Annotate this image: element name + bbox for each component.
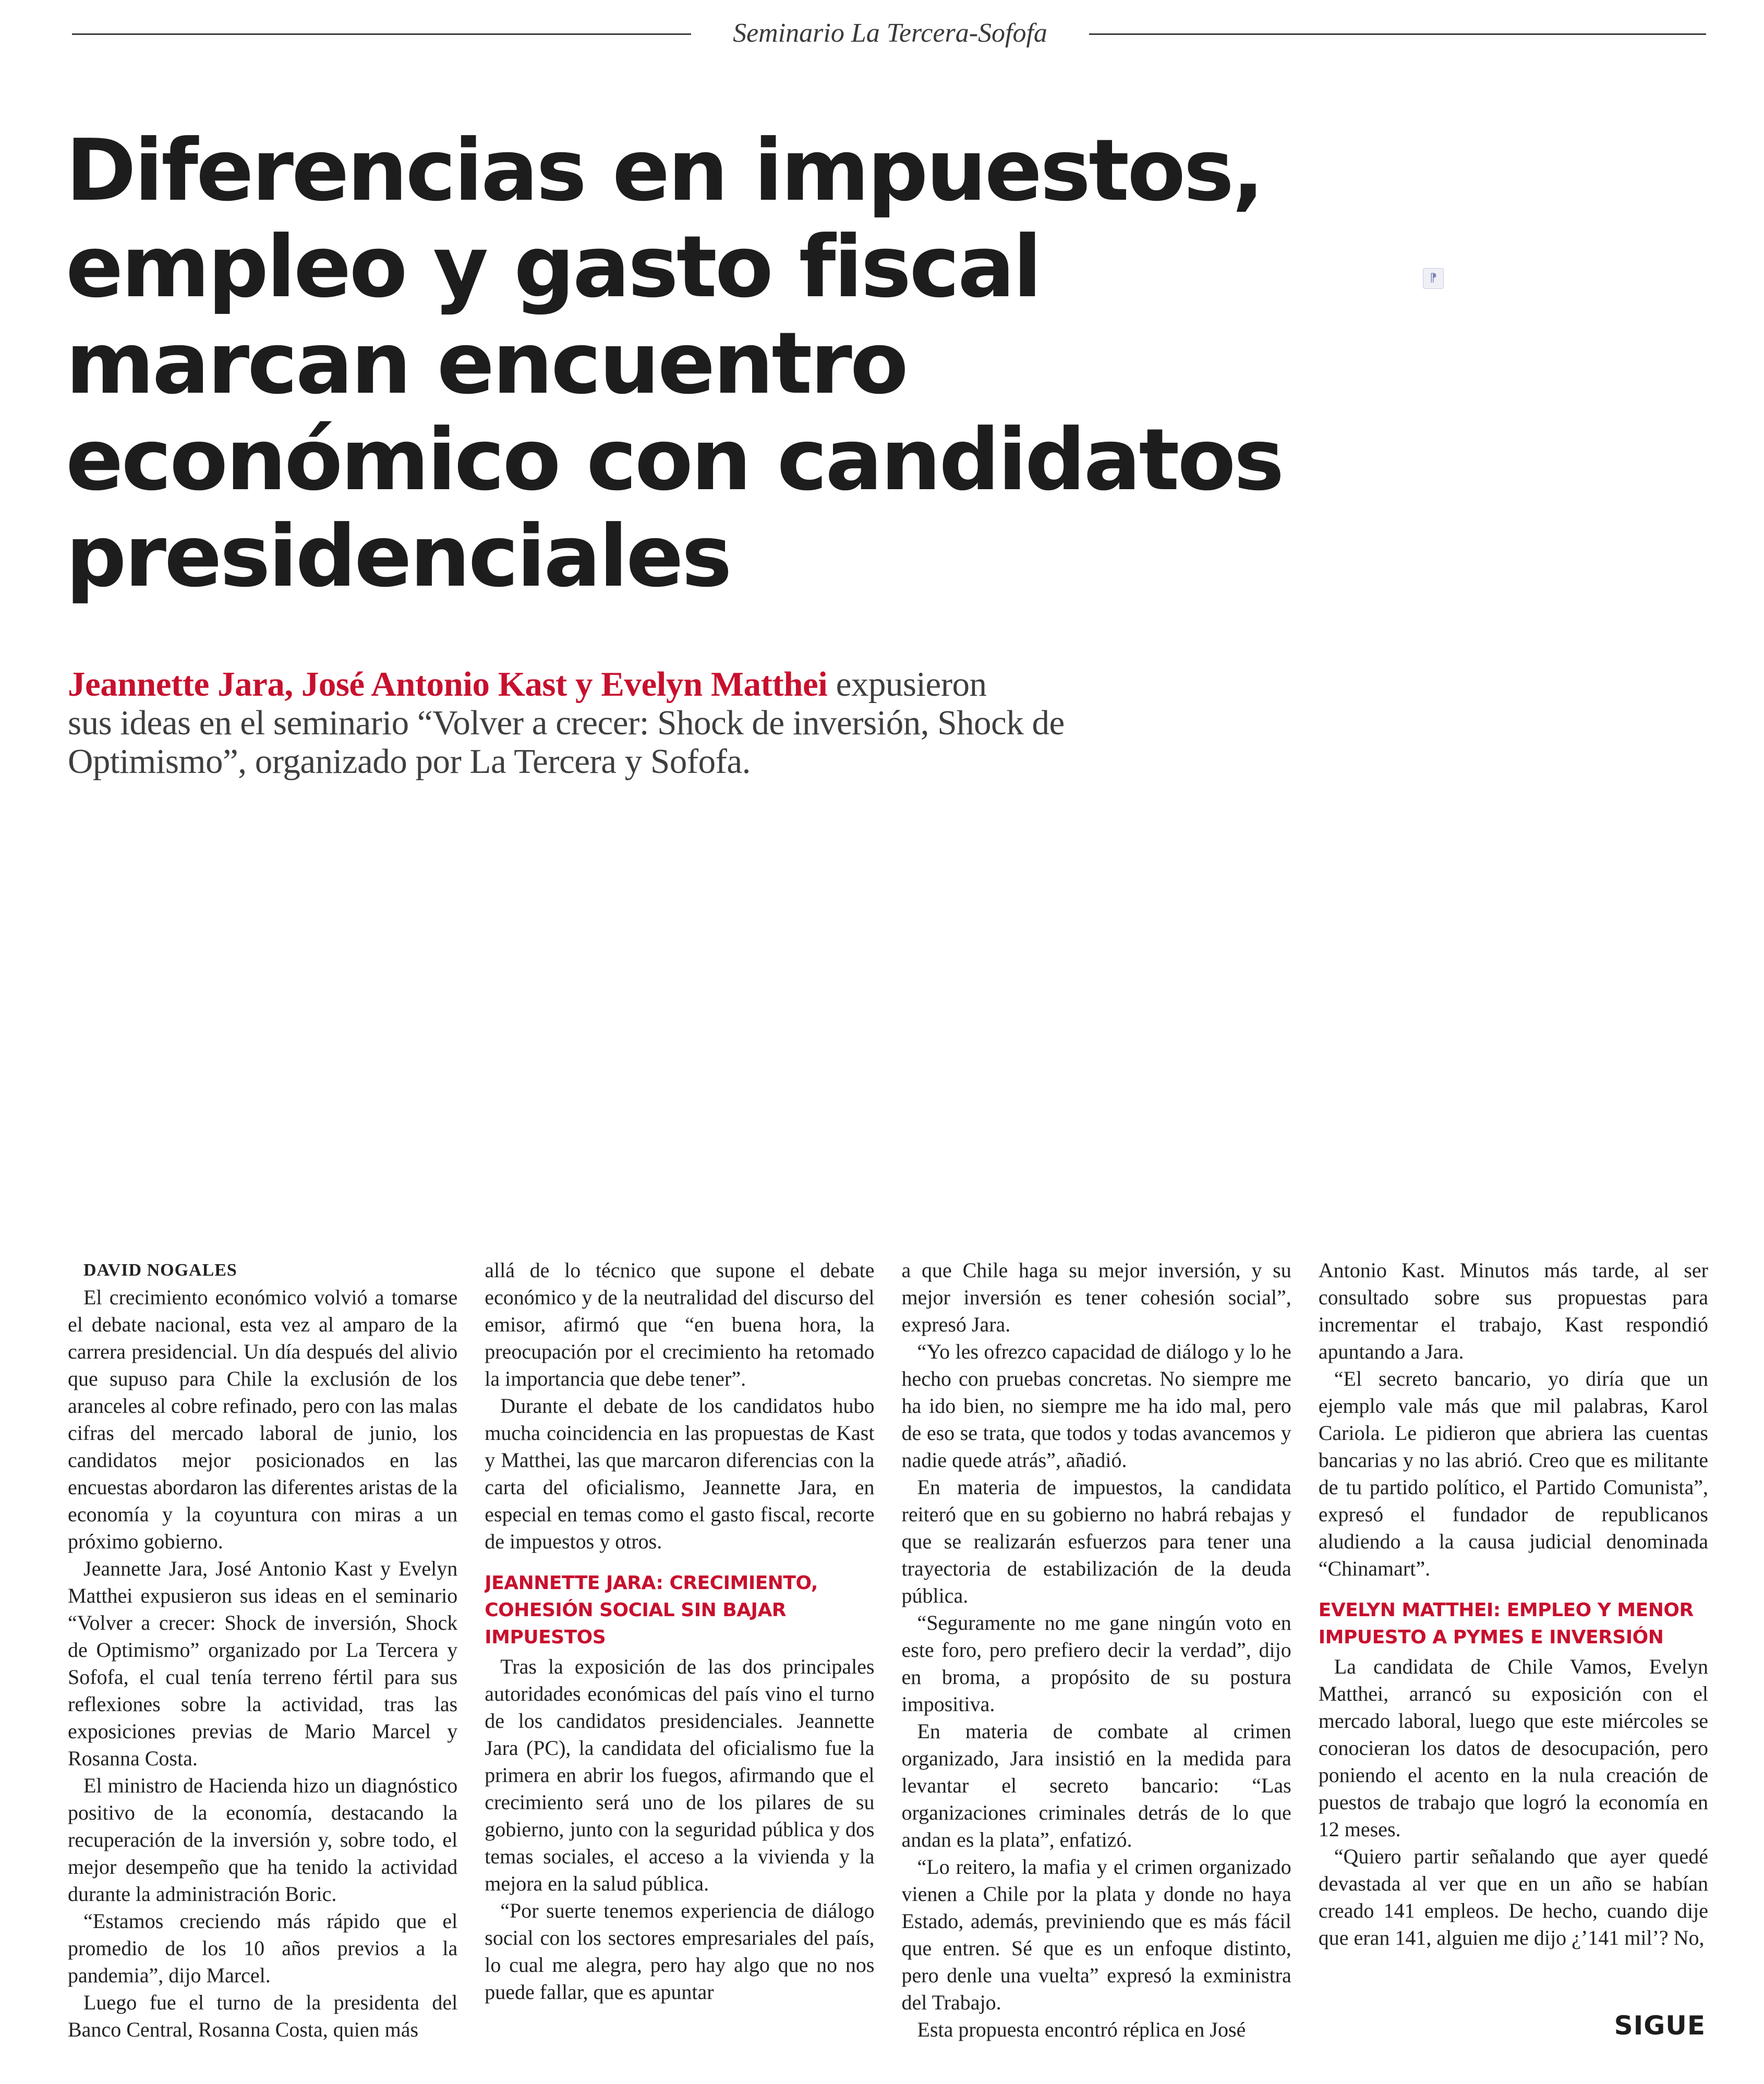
article-column-3 (902, 1257, 1291, 2050)
deck (68, 665, 1215, 781)
article-body (68, 1257, 1708, 2050)
paragraph: Esta propuesta encontró réplica en José (917, 2018, 1246, 2041)
article-column-2 (485, 1257, 874, 2050)
subhead-jara: JEANNETTE JARA: CRECIMIENTO, COHESIÓN SOCIAL SIN BAJAR IMPUESTOS (485, 1572, 818, 1648)
headline-line: empleo y gasto fiscal (66, 218, 1040, 317)
paragraph: Jeannette Jara, José Antonio Kast y Evelyn Matthei expusieron sus ideas en el seminario “Volver a crecer: Shock de inversión, Shock de Optimismo” organizado por La Tercera y Sofofa, el cual tenía terreno fértil para sus reflexiones sobre la actividad, tras las exposiciones previas de Mario Marcel y Rosanna Costa. (68, 1557, 458, 1770)
paragraph: El ministro de Hacienda hizo un diagnóstico positivo de la economía, destacando la recuperación de la inversión y, sobre todo, el mejor desempeño que ha tenido la actividad durante la administración Boric. (68, 1774, 458, 1906)
deck-line-3: Optimismo”, organizado por La Tercera y Sofofa. (68, 742, 751, 781)
byline: DAVID NOGALES (83, 1261, 237, 1280)
deck-line-1-rest: expusieron (827, 665, 987, 704)
paragraph: “Seguramente no me gane ningún voto en este foro, pero prefiero decir la verdad”, dijo en broma, a propósito de su postura impositiva. (901, 1611, 1291, 1716)
deck-line-1 (68, 665, 1215, 704)
paragraph: “Lo reitero, la mafia y el crimen organizado vienen a Chile por la plata y donde no haya Estado, además, previniendo que es más fácil que entren. Sé que es un enfoque distinto, pero denle una vuelta” expresó la exministra del Trabajo. (901, 1855, 1291, 2014)
deck-names: Jeannette Jara, José Antonio Kast y Evelyn Matthei (68, 665, 828, 704)
note-marker-icon[interactable]: ⁋ (1423, 268, 1444, 289)
paragraph: a que Chile haga su mejor inversión, y su mejor inversión es tener cohesión social”, expresó Jara. (901, 1258, 1291, 1336)
paragraph: La candidata de Chile Vamos, Evelyn Matthei, arrancó su exposición con el mercado laboral, luego que este miércoles se conocieran los datos de desocupación, pero poniendo el acento en la nula creación de puestos de trabajo que logró la economía en 12 meses. (1318, 1655, 1708, 1841)
section-label: Seminario La Tercera-Sofofa (733, 18, 1047, 48)
paragraph: “Quiero partir señalando que ayer quedé devastada al ver que en un año se habían creado 141 empleos. De hecho, cuando dije que eran 141, alguien me dijo ¿’141 mil’? No, (1318, 1845, 1708, 1949)
header-rule-right (1089, 33, 1706, 35)
paragraph: Luego fue el turno de la presidenta del Banco Central, Rosanna Costa, quien más (68, 1991, 458, 2041)
deck-line-2: sus ideas en el seminario “Volver a crecer: Shock de inversión, Shock de (68, 704, 1065, 742)
headline-line: presidenciales (66, 507, 730, 606)
paragraph: Tras la exposición de las dos principales autoridades económicas del país vino el turno de los candidatos presidenciales. Jeannette Jara (PC), la candidata del oficialismo fue la primera en abrir los fuegos, afirmando que el crecimiento será uno de los pilares de su gobierno, junto con la seguridad pública y dos temas sociales, el acceso a la vivienda y la mejora en la salud pública. (485, 1655, 875, 1895)
paragraph: En materia de combate al crimen organizado, Jara insistió en la medida para levantar el secreto bancario: “Las organizaciones criminales detrás de lo que andan es la plata”, enfatizó. (901, 1719, 1291, 1851)
subhead-matthei: EVELYN MATTHEI: EMPLEO Y MENOR IMPUESTO A PYMES E INVERSIÓN (1318, 1600, 1694, 1648)
paragraph: allá de lo técnico que supone el debate económico y de la neutralidad del discurso del emisor, afirmó que “en buena hora, la preocupación por el crecimiento ha retomado la importancia que debe tener”. (485, 1258, 875, 1390)
paragraph: “El secreto bancario, yo diría que un ejemplo vale más que mil palabras, Karol Cariola. Le pidieron que abriera las cuentas bancarias y no las abrió. Creo que es militante de tu partido político, el Partido Comunista”, expresó el fundador de republicanos aludiendo a la causa judicial denominada “Chinamart”. (1318, 1367, 1708, 1580)
paragraph: En materia de impuestos, la candidata reiteró que en su gobierno no habrá rebajas y que se realizarán esfuerzos para tener una trayectoria de estabilización de la deuda pública. (901, 1475, 1291, 1607)
article-column-4 (1319, 1257, 1708, 2050)
article-column-1 (68, 1257, 457, 2050)
paragraph: Antonio Kast. Minutos más tarde, al ser consultado sobre sus propuestas para incrementar el trabajo, Kast respondió apuntando a Jara. (1318, 1258, 1708, 1363)
headline-line: económico con candidatos (66, 411, 1283, 510)
headline-line: Diferencias en impuestos, (66, 122, 1263, 220)
paragraph: “Por suerte tenemos experiencia de diálogo social con los sectores empresariales del país, lo cual me alegra, pero hay algo que no nos puede fallar, que es apuntar (485, 1899, 875, 2004)
paragraph: “Estamos creciendo más rápido que el promedio de los 10 años previos a la pandemia”, dijo Marcel. (68, 1909, 458, 1987)
paragraph: “Yo les ofrezco capacidad de diálogo y lo he hecho con pruebas concretas. No siempre me ha ido bien, no siempre me ha ido mal, pero de eso se trata, que todos y todas avancemos y nadie quede atrás”, añadió. (901, 1340, 1291, 1472)
continue-label: SIGUE (1614, 2010, 1706, 2041)
headline (66, 122, 1283, 606)
paragraph: Durante el debate de los candidatos hubo mucha coincidencia en las propuestas de Kast y Matthei, las que marcaron diferencias con la carta del oficialismo, Jeannette Jara, en especial en temas como el gasto fiscal, recorte de impuestos y otros. (485, 1394, 875, 1553)
headline-line: marcan encuentro (66, 314, 907, 413)
header-rule-left (72, 33, 691, 35)
paragraph: El crecimiento económico volvió a tomarse el debate nacional, esta vez al amparo de la carrera presidencial. Un día después del alivio que supuso para Chile la exclusión de los aranceles al cobre refinado, pero con las malas cifras del mercado laboral de junio, los candidatos mejor posicionados en las encuestas abordaron las diferentes aristas de la economía y la coyuntura con miras a un próximo gobierno. (68, 1286, 458, 1553)
